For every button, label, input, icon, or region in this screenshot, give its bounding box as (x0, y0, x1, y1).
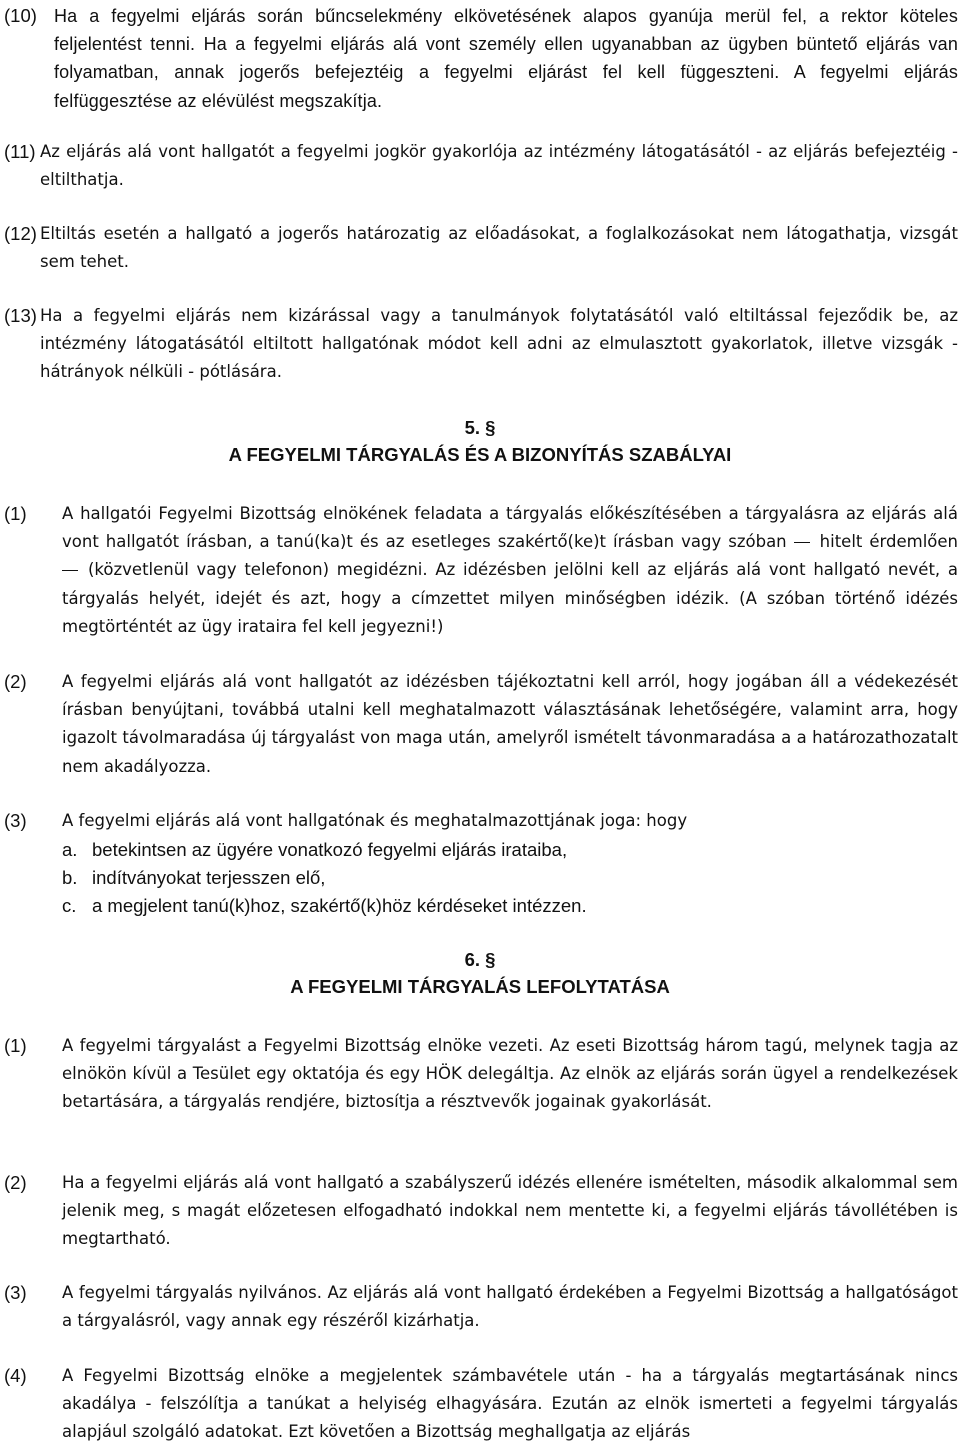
section-title: A FEGYELMI TÁRGYALÁS LEFOLYTATÁSA (290, 976, 670, 997)
item-text-part: hitelt érdemlően (819, 532, 959, 552)
list-text: a megjelent tanú(k)hoz, szakértő(k)höz kérdéseket intézzen. (92, 895, 587, 916)
list-text: betekintsen az ügyére vonatkozó fegyelmi eljárás irataiba, (92, 839, 568, 860)
item-number: (4) (4, 1365, 27, 1386)
paragraph-number: (12) (4, 223, 37, 244)
item-number: (1) (4, 1035, 27, 1056)
item-number: (2) (4, 671, 27, 692)
section-title: A FEGYELMI TÁRGYALÁS ÉS A BIZONYÍTÁS SZABÁLYAI (228, 444, 732, 465)
item-text: A fegyelmi tárgyalást a Fegyelmi Bizottság elnöke vezeti. Az eseti Bizottság három tagú, melynek tagja az elnökön kívül a Tesület egy oktatója és egy HÖK delegáltja. Az elnök az eljárás során ügyel a rendelkezések betartására, a tárgyalás rendjére, biztosítja a résztvevők jogainak gyakorlását. (62, 1036, 958, 1112)
dash-mark (62, 570, 78, 571)
paragraph-number: (10) (4, 5, 37, 26)
item-text: Ha a fegyelmi eljárás alá vont hallgató a szabályszerű idézés ellenére ismételten, második alkalommal sem jelenik meg, s magát előzetesen elfogadható indokkal nem mentette ki, a fegyelmi eljárás távollétében is megtartható. (62, 1173, 958, 1249)
item-text: A fegyelmi eljárás alá vont hallgatónak és meghatalmazottjának joga: hogy (62, 811, 688, 830)
list-item (62, 864, 587, 892)
item-text-part: A hallgatói Fegyelmi Bizottság elnökének feladata a tárgyalás előkészítésében a tárgyalásra az eljárás alá vont hallgatót írásban, a tanú(ka)t és az esetleges szakértő(ke)t írásban vagy szóban (62, 504, 958, 552)
item-text (62, 500, 958, 641)
paragraph-text: Eltiltás esetén a hallgató a jogerős határozatig az előadásokat, a foglalkozásokat nem látogathatja, vizsgát sem tehet. (40, 224, 958, 272)
section-number: 5. § (464, 417, 496, 438)
section5-sublist (62, 836, 587, 920)
paragraph-text: Az eljárás alá vont hallgatót a fegyelmi jogkör gyakorlója az intézmény látogatásától - az eljárás befejeztéig - eltilthatja. (40, 142, 958, 190)
list-item (62, 836, 587, 864)
paragraph-text: Ha a fegyelmi eljárás nem kizárással vagy a tanulmányok folytatásától való eltiltással fejeződik be, az intézmény látogatásától eltiltott hallgatónak módot kell adni az elmulasztott gyakorlatok, illetve vizsgák - hátrányok nélküli - pótlására. (40, 306, 958, 382)
paragraph-text: Ha a fegyelmi eljárás során bűncselekmény elkövetésének alapos gyanúja merül fel, a rektor köteles feljelentést tenni. Ha a fegyelmi eljárás alá vont személy ellen ugyanabban az ügyben büntető eljárás van folyamatban, annak jogerős befejeztéig a fegyelmi eljárást fel kell függeszteni. A fegyelmi eljárás felfüggesztése az elévülést megszakítja. (54, 6, 958, 111)
paragraph-number: (13) (4, 305, 37, 326)
list-item (62, 892, 587, 920)
section-number: 6. § (464, 949, 496, 970)
item-text: A Fegyelmi Bizottság elnöke a megjelentek számbavétele után - ha a tárgyalás megtartásának nincs akadálya - felszólítja a tanúkat a helyiség elhagyására. Ezután az elnök ismerteti a fegyelmi tárgyalás alapjául szolgáló adatokat. Ezt követően a Bizottság meghallgatja az eljárás (62, 1366, 958, 1442)
item-number: (3) (4, 810, 27, 831)
list-text: indítványokat terjesszen elő, (92, 867, 326, 888)
item-number: (3) (4, 1282, 27, 1303)
item-text-part: (közvetlenül vagy telefonon) megidézni. Az idézésben jelölni kell az eljárás alá vont hallgató nevét, a tárgyalás helyét, idejét és azt, hogy a címzettet milyen minőségben idézik. (A szóban történő idézés megtörténtét az ügy irataira fel kell jegyezni!) (62, 560, 958, 636)
list-letter: c. (62, 895, 77, 916)
paragraph-number: (11) (4, 141, 36, 162)
item-number: (2) (4, 1172, 27, 1193)
item-text: A fegyelmi eljárás alá vont hallgatót az idézésben tájékoztatni kell arról, hogy jogában áll a védekezését írásban benyújtani, továbbá utalni kell meghatalmazott választásának lehetőségére, valamint arra, hogy igazolt távolmaradása új tárgyalást von maga után, amelyről ismételt távonmaradása a a határozathozatalt nem akadályozza. (62, 672, 958, 776)
dash-mark (794, 542, 810, 543)
list-letter: b. (62, 867, 78, 888)
item-number: (1) (4, 503, 27, 524)
list-letter: a. (62, 839, 78, 860)
item-text: A fegyelmi tárgyalás nyilvános. Az eljárás alá vont hallgató érdekében a Fegyelmi Bizottság a hallgatóságot a tárgyalásról, vagy annak egy részéről kizárhatja. (62, 1283, 958, 1331)
